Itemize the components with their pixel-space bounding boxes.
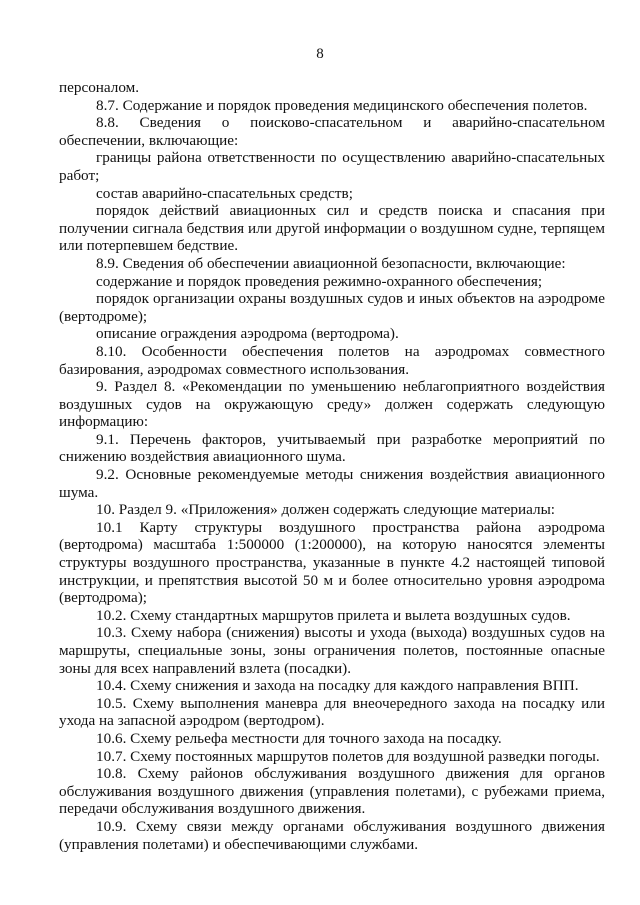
paragraph-8-8-item-1: границы района ответственности по осуществлению аварийно-спасательных работ; <box>59 149 605 184</box>
paragraph-10-7: 10.7. Схему постоянных маршрутов полетов для воздушной разведки погоды. <box>96 747 600 765</box>
paragraph-8-8: 8.8. Сведения о поисково-спасательном и аварийно-спасательном обеспечении, включающие: <box>59 114 605 149</box>
page-number: 8 <box>316 46 324 62</box>
paragraph-10-4: 10.4. Схему снижения и захода на посадку для каждого направления ВПП. <box>96 677 579 695</box>
paragraph-0: персоналом. <box>59 79 140 96</box>
paragraph-10: 10. Раздел 9. «Приложения» должен содержать следующие материалы: <box>96 501 556 519</box>
paragraph-10-5: 10.5. Схему выполнения маневра для внеочередного захода на посадку или ухода на запасной аэродром (вертодром). <box>59 694 605 730</box>
paragraph-8-7: 8.7. Содержание и порядок проведения медицинского обеспечения полетов. <box>96 96 588 114</box>
paragraph-10-1: 10.1 Карту структуры воздушного пространства района аэродрома (вертодрома) масштаба 1:500000 (1:200000), на которую наносятся элементы структуры воздушного пространства, указанные в пункте 4.2 настоящей типовой инструкции, и препятствия высотой 50 м и более относительно уровня аэродрома (вертодрома); <box>59 518 605 607</box>
paragraph-10-9: 10.9. Схему связи между органами обслуживания воздушного движения (управления полетами) и обеспечивающими службами. <box>59 817 605 853</box>
paragraph-10-8: 10.8. Схему районов обслуживания воздушного движения для органов обслуживания воздушного движения (управления полетами), с рубежами приема, передачи обслуживания воздушного движения. <box>59 765 605 818</box>
paragraph-8-9-item-3: описание ограждения аэродрома (вертодрома). <box>96 325 399 343</box>
paragraph-10-2: 10.2. Схему стандартных маршрутов прилета и вылета воздушных судов. <box>96 606 571 624</box>
paragraph-9: 9. Раздел 8. «Рекомендации по уменьшению неблагоприятного воздействия воздушных судов на окружающую среду» должен содержать следующую информацию: <box>59 378 605 431</box>
paragraph-9-2: 9.2. Основные рекомендуемые методы снижения воздействия авиационного шума. <box>59 466 605 501</box>
document-body <box>59 79 605 853</box>
paragraph-10-3: 10.3. Схему набора (снижения) высоты и ухода (выхода) воздушных судов на маршруты, специальные зоны, зоны ограничения полетов, постоянные опасные зоны для всех направлений взлета (посадки). <box>59 624 605 677</box>
paragraph-8-10: 8.10. Особенности обеспечения полетов на аэродромах совместного базирования, аэродромах совместного использования. <box>59 342 605 378</box>
paragraph-8-9-item-1: содержание и порядок проведения режимно-охранного обеспечения; <box>96 272 543 290</box>
paragraph-8-9: 8.9. Сведения об обеспечении авиационной безопасности, включающие: <box>96 254 566 272</box>
paragraph-9-1: 9.1. Перечень факторов, учитываемый при разработке мероприятий по снижению воздействия авиационного шума. <box>59 430 605 466</box>
paragraph-8-8-item-3: порядок действий авиационных сил и средств поиска и спасания при получении сигнала бедствия или другой информации о воздушном судне, терпящем или потерпевшем бедствие. <box>59 202 605 255</box>
paragraph-8-8-item-2: состав аварийно-спасательных средств; <box>96 184 353 202</box>
paragraph-10-6: 10.6. Схему рельефа местности для точного захода на посадку. <box>96 729 502 747</box>
paragraph-8-9-item-2: порядок организации охраны воздушных судов и иных объектов на аэродроме (вертодроме); <box>59 290 605 325</box>
